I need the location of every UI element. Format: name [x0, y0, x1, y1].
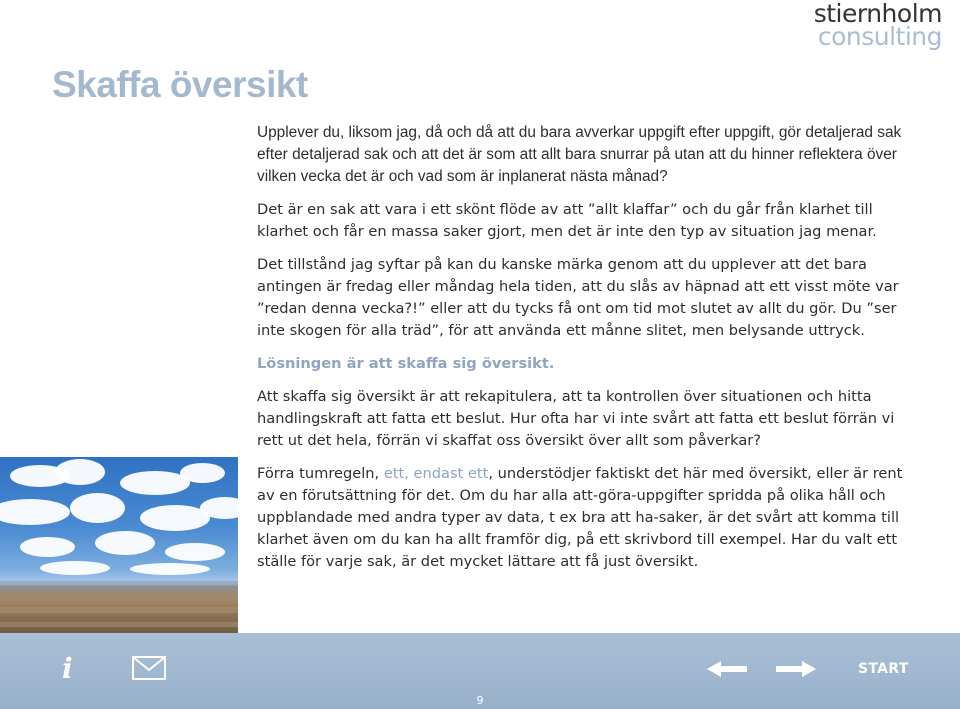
logo-line-2: consulting [817, 22, 942, 51]
paragraph-state: Det tillstånd jag syftar på kan du kanske märka genom att du upplever att det bara antingen är fredag eller måndag hela tiden, att du slås av häpnad att ett visst möte var ”redan denna vecka?!” eller att du tycks få ont om tid mot slutet av allt du gör. Du ”ser inte skogen för alla träd”, för att använda ett månne slitet, men belysande uttryck. [257, 256, 899, 339]
paragraph-intro: Upplever du, liksom jag, då och då att du bara avverkar uppgift efter uppgift, gör detaljerad sak efter detaljerad sak och att det är som att allt bara snurrar på utan att du hinner reflektera över vilken vecka det är och vad som är inplanerat nästa månad? [257, 124, 902, 185]
start-button[interactable]: START [858, 661, 909, 677]
solution-highlight: Lösningen är att skaffa sig översikt. [257, 355, 555, 372]
envelope-icon[interactable] [132, 656, 166, 684]
rule-accent: ett, endast ett [383, 465, 489, 482]
article-body [257, 122, 917, 584]
arrow-left-icon[interactable] [707, 661, 747, 681]
footer-bar [0, 633, 960, 709]
page-title: Skaffa översikt [52, 64, 308, 105]
landscape-image [0, 457, 238, 634]
paragraph-flow: Det är en sak att vara i ett skönt flöde av att ”allt klaffar” och du går från klarhet till klarhet och får en massa saker gjort, men det är inte den typ av situation jag menar. [257, 201, 877, 240]
arrow-right-icon[interactable] [776, 661, 816, 681]
logo-line-1: stiernholm [813, 0, 942, 28]
info-button[interactable]: i [62, 652, 73, 685]
paragraph-overview: Att skaffa sig översikt är att rekapitulera, att ta kontrollen över situationen och hitta handlingskraft att fatta ett beslut. Hur ofta har vi inte svårt att fatta ett beslut förrän vi rett ut det hela, förrän vi skaffat oss översikt över allt som påverkar? [257, 388, 895, 449]
rule-text-after: , understödjer faktiskt det här med översikt, eller är rent av en förutsättning för det. Om du har alla att-göra-uppgifter spridda på olika håll och uppblandade med andra typer av data, t ex bra att ha-saker, är det svårt att komma till klarhet även om du kan ha allt framför dig, på ett skrivbord till exempel. Har du valt ett ställe för varje sak, är det mycket lättare att få just översikt. [257, 465, 903, 570]
paragraph-rule [257, 463, 917, 573]
company-logo [813, 0, 942, 51]
page-number: 9 [476, 694, 484, 707]
rule-text-before: Förra tumregeln, [257, 465, 384, 482]
